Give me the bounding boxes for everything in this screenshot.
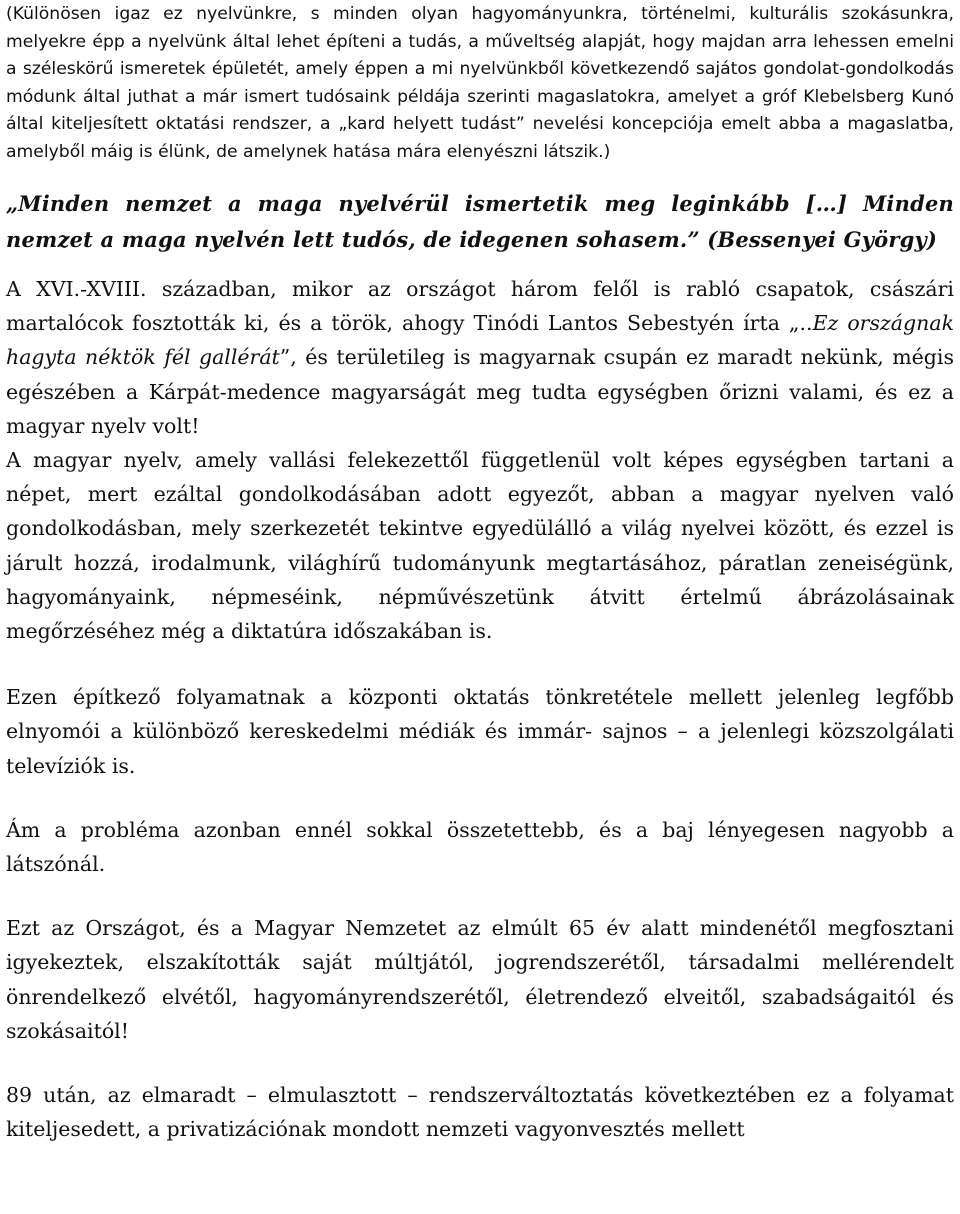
bessenyei-quote: „Minden nemzet a maga nyelvérül ismertetik meg leginkább […] Minden nemzet a maga nyelvén lett tudós, de idegenen sohasem.” (Bessenyei György) <box>6 191 954 252</box>
paragraph-problema: Ám a probléma azonban ennél sokkal összetettebb, és a baj lényegesen nagyobb a látszónál. <box>6 817 954 877</box>
paragraph-magyar-nyelv: A magyar nyelv, amely vallási felekezettől függetlenül volt képes egységben tartani a népet, mert ezáltal gondolkodásában adott egyezőt, abban a magyar nyelven való gondolkodásban, mely szerkezetét tekintve egyedülálló a világ nyelvei között, és ezzel is járult hozzá, irodalmunk, világhírű tudományunk megtartásához, páratlan zeneiségünk, hagyományaink, népmeséink, népművészetünk átvitt értelmű ábrázolásainak megőrzéséhez még a diktatúra időszakában is. <box>6 448 954 644</box>
paragraph-epitkezo-folyamat: Ezen építkező folyamatnak a központi oktatás tönkretétele mellett jelenleg legfőbb elnyomói a különböző kereskedelmi médiák és immár- sajnos – a jelenlegi közszolgálati televíziók is. <box>6 685 954 778</box>
intro-paragraph: (Különösen igaz ez nyelvünkre, s minden olyan hagyományunkra, történelmi, kulturális szokásunkra, melyekre épp a nyelvünk által lehet építeni a tudás, a műveltség alapját, hogy majdan arra lehessen emelni a széleskörű ismeretek épületét, amely éppen a mi nyelvünkből következendő sajátos gondolat-gondolkodás módunk által juthat a már ismert tudósaink példája szerinti magaslatokra, amelyet a gróf Klebelsberg Kunó által kiteljesített oktatási rendszer, a „kard helyett tudást” nevelési koncepciója emelt abba a magaslatba, amelyből máig is élünk, de amelynek hatása mára elenyészni látszik.) <box>6 4 954 162</box>
tinodi-quote: Ez országnak hagyta néktök fél gallérát <box>6 311 954 370</box>
paragraph-text: ”, és területileg is magyarnak csupán ez maradt nekünk, mégis egészében a Kárpát-medence magyarságát meg tudta egységben őrizni valami, és ez a magyar nyelv volt! <box>6 345 954 438</box>
paragraph-text: A XVI.-XVIII. században, mikor az országot három felől is rabló csapatok, császári martalócok fosztották ki, és a török, ahogy Tinódi Lantos Sebestyén írta „.. <box>6 277 954 336</box>
paragraph-orszag: Ezt az Országot, és a Magyar Nemzetet az elmúlt 65 év alatt mindenétől megfosztani igyekeztek, elszakították saját múltjától, jogrendszerétől, társadalmi mellérendelt önrendelkező elvétől, hagyományrendszerétől, életrendező elveitől, szabadságaitól és szokásaitól! <box>6 916 954 1043</box>
paragraph-89-utan: 89 után, az elmaradt – elmulasztott – rendszerváltoztatás következtében ez a folyamat kiteljesedett, a privatizációnak mondott nemzeti vagyonvesztés mellett <box>6 1083 954 1142</box>
paragraph-xvi-xviii-century <box>6 272 954 443</box>
